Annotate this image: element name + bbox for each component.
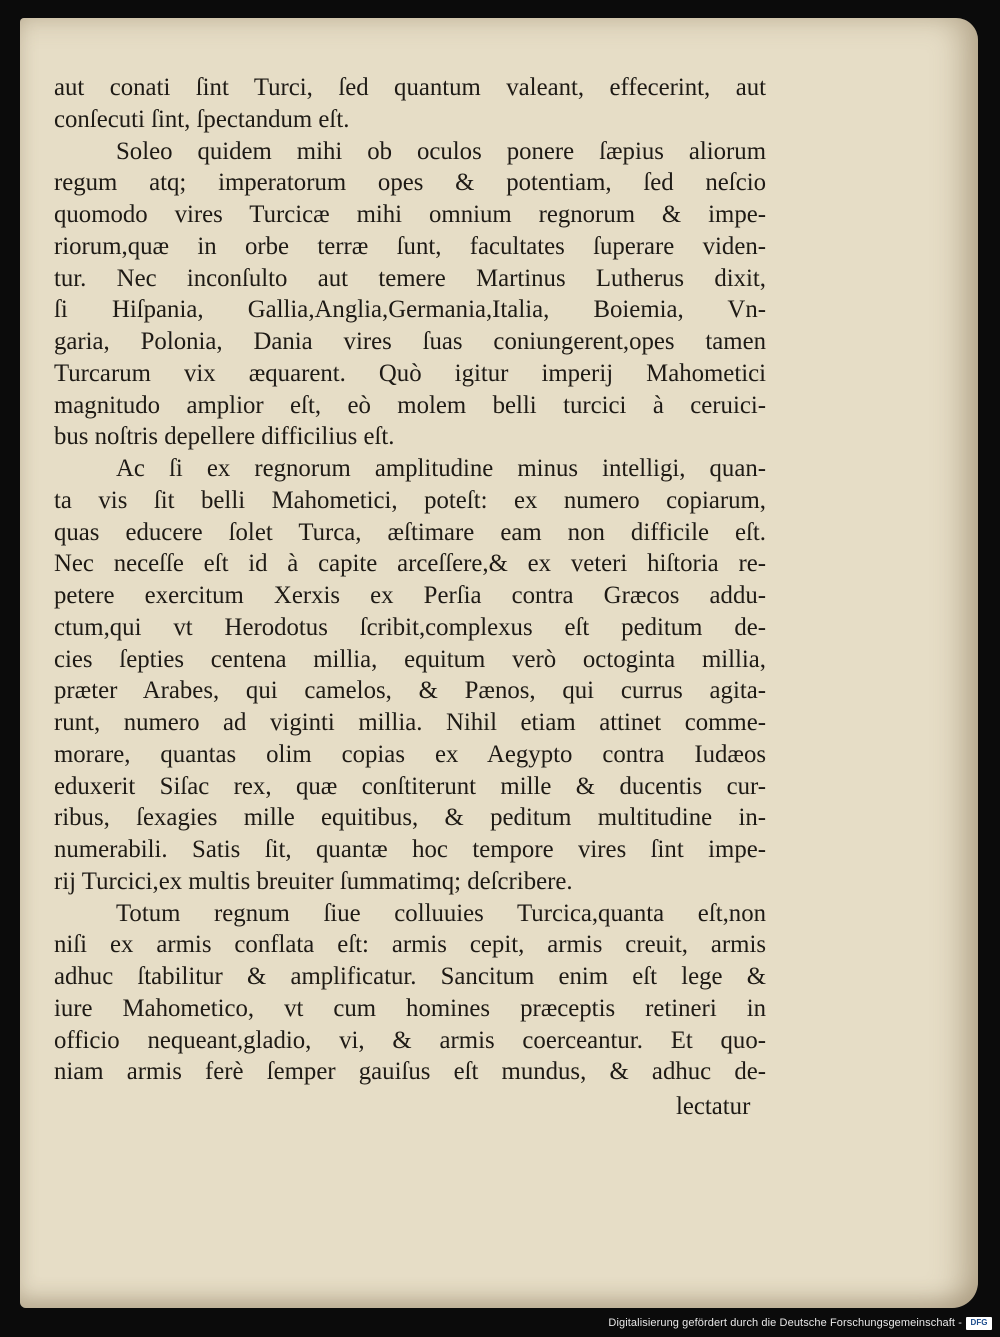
- text-line: ſi Hiſpania, Gallia,Anglia,Germania,Italia, Boiemia, Vn-: [54, 296, 766, 324]
- text-line: rij Turcici,ex multis breuiter ſummatimq; deſcribere.: [54, 867, 573, 895]
- text-line: bus noſtris depellere difficilius eſt.: [54, 423, 395, 451]
- text-line: niam armis ferè ſemper gauiſus eſt mundus, & adhuc de-: [54, 1058, 766, 1086]
- text-line: Turcarum vix æquarent. Quò igitur imperij Mahometici: [54, 359, 766, 387]
- digitization-credit: [608, 1315, 992, 1331]
- credit-text: Digitalisierung gefördert durch die Deutsche Forschungsgemeinschaft -: [608, 1317, 962, 1329]
- text-line: magnitudo amplior eſt, eò molem belli turcici à ceruici-: [54, 391, 766, 419]
- text-line: iure Mahometico, vt cum homines præceptis retineri in: [54, 994, 766, 1022]
- text-line: morare, quantas olim copias ex Aegypto contra Iudæos: [54, 740, 766, 768]
- text-line: regum atq; imperatorum opes & potentiam, ſed neſcio: [54, 169, 766, 197]
- text-line: Nec neceſſe eſt id à capite arceſſere,& ex veteri hiſtoria re-: [54, 550, 766, 578]
- text-line: cies ſepties centena millia, equitum verò octoginta millia,: [54, 645, 766, 673]
- text-line: numerabili. Satis ſit, quantæ hoc tempore vires ſint impe-: [54, 836, 766, 863]
- text-line: Ac ſi ex regnorum amplitudine minus intelligi, quan-: [116, 455, 766, 482]
- text-line: adhuc ſtabilitur & amplificatur. Sancitum enim eſt lege &: [54, 963, 766, 990]
- text-line: riorum,quæ in orbe terræ ſunt, facultates ſuperare viden-: [54, 232, 766, 260]
- text-line: aut conati ſint Turci, ſed quantum valeant, effecerint, aut: [54, 74, 766, 101]
- text-line: quomodo vires Turcicæ mihi omnium regnorum & impe-: [54, 201, 766, 228]
- text-line: petere exercitum Xerxis ex Perſia contra Græcos addu-: [54, 582, 766, 609]
- text-line: garia, Polonia, Dania vires ſuas coniungerent,opes tamen: [54, 328, 766, 355]
- catchword: lectatur: [676, 1093, 751, 1120]
- text-line: tur. Nec inconſulto aut temere Martinus Lutherus dixit,: [54, 264, 766, 292]
- dfg-logo-text: DFG: [970, 1318, 988, 1327]
- text-line: eduxerit Siſac rex, quæ conſtiterunt mille & ducentis cur-: [54, 772, 766, 800]
- text-line: runt, numero ad viginti millia. Nihil etiam attinet comme-: [54, 709, 766, 736]
- text-line: ctum,qui vt Herodotus ſcribit,complexus eſt peditum de-: [54, 613, 766, 641]
- text-line: Totum regnum ſiue colluuies Turcica,quanta eſt,non: [116, 899, 766, 927]
- text-line: quas educere ſolet Turca, æſtimare eam non difficile eſt.: [54, 518, 766, 546]
- text-line: præter Arabes, qui camelos, & Pænos, qui currus agita-: [54, 677, 766, 705]
- dfg-logo-icon: [966, 1317, 992, 1330]
- text-line: ribus, ſexagies mille equitibus, & peditum multitudine in-: [54, 804, 766, 832]
- text-line: niſi ex armis conflata eſt: armis cepit, armis creuit, armis: [54, 931, 766, 959]
- page-text: [54, 72, 766, 1088]
- text-line: Soleo quidem mihi ob oculos ponere ſæpius aliorum: [116, 137, 766, 165]
- book-page: [20, 18, 978, 1308]
- text-line: conſecuti ſint, ſpectandum eſt.: [54, 105, 350, 133]
- text-line: ta vis ſit belli Mahometici, poteſt: ex numero copiarum,: [54, 486, 766, 514]
- text-line: officio nequeant,gladio, vi, & armis coerceantur. Et quo-: [54, 1026, 766, 1054]
